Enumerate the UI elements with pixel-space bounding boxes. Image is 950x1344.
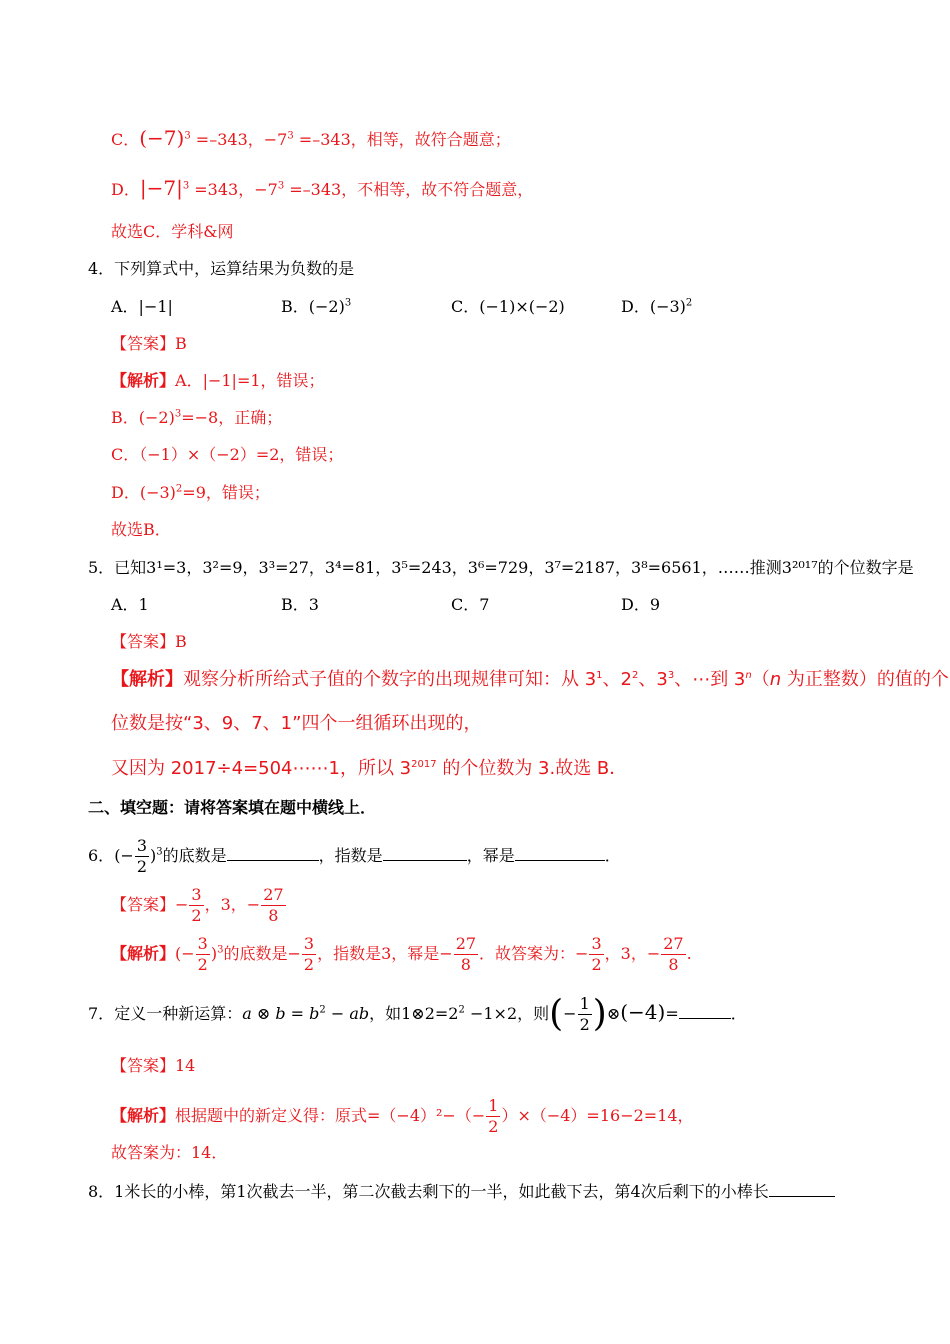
q5-options xyxy=(111,594,791,616)
q4-answer: 【答案】B xyxy=(111,334,187,353)
q6-fraction: $\frac{3}{2}$ xyxy=(136,836,148,876)
q6-answer: 【答案】− $\frac{3}{2}$ ，3，− $\frac{27}{8}$ xyxy=(111,885,284,925)
q6-blank-exponent[interactable] xyxy=(383,844,467,861)
q4-options xyxy=(111,296,791,318)
q6-stem: 6．(− $\frac{3}{2}$ )$^3$的底数是 ，指数是 ，幂是 ． xyxy=(88,836,621,876)
q7-analysis-frac: $\frac{1}{2}$ xyxy=(488,1096,499,1136)
q6-answer-frac2: $\frac{27}{8}$ xyxy=(263,885,284,925)
q4-analysis-c: C．（−1）×（−2）=2，错误； xyxy=(111,445,344,464)
q5-option-a: A．1 xyxy=(111,595,149,614)
q6-analysis-frac3: $\frac{27}{8}$ xyxy=(455,934,477,974)
q5-analysis-line2: 位数是按“3、9、7、1”四个一组循环出现的， xyxy=(111,713,482,734)
q6-analysis-frac5: $\frac{27}{8}$ xyxy=(663,934,684,974)
q4-option-b: B．$(-2)^3$ xyxy=(281,297,352,316)
q5-analysis-line1: 【解析】观察分析所给式子值的个数字的出现规律可知：从 $3^1$、$2^2$、$3^3$、⋯到 3$^n$（n 为正整数）的值的个 xyxy=(111,669,949,690)
q7-blank[interactable] xyxy=(679,1002,731,1019)
q4-analysis-a: 【解析】A．|−1|=1，错误； xyxy=(111,371,325,390)
q4-option-c: C．(−1)×(−2) xyxy=(451,297,565,316)
q8-stem: 8．1米长的小棒，第1次截去一半，第二次截去剩下的一半，如此截下去，第4次后剩下的小棒长 xyxy=(88,1180,835,1203)
q4-choose: 故选B． xyxy=(111,520,171,539)
q4-option-a: A．|−1| xyxy=(111,297,173,316)
q7-analysis: 【解析】根据题中的新定义得：原式=（−4）²−（− $\frac{1}{2}$ ）×（−4）=16−2=14， xyxy=(111,1096,694,1136)
q7-stem: 7．定义一种新运算：a ⊗ $b = b^2$ − ab，如$1\otimes 2=2^2 -1\times 2$，则(− $\frac{1}{2}$ )⊗(−4)= ． xyxy=(88,993,747,1035)
q5-analysis-line3: 又因为 2017÷4=504⋯⋯1，所以 $3^{2017}$ 的个位数为 3.故选 B． xyxy=(111,758,628,779)
q6-analysis-frac1: $\frac{3}{2}$ xyxy=(197,934,208,974)
q3-option-c-analysis: C．$(-7)^3 =-343$，$-7^3 =-343$，相等，故符合题意； xyxy=(111,126,511,150)
q5-answer: 【答案】B xyxy=(111,632,187,651)
q6-analysis-frac2: $\frac{3}{2}$ xyxy=(303,934,315,974)
q5-stem: 5．已知3¹=3，3²=9，3³=27，3⁴=81，3⁵=243，3⁶=729，3⁷=2187，3⁸=6561，……推测3²⁰¹⁷的个位数字是 xyxy=(88,558,914,577)
q7-choose: 故答案为：14． xyxy=(111,1143,228,1162)
q6-analysis: 【解析】(− $\frac{3}{2}$ )$^3$的底数是− $\frac{3}{2}$ ，指数是3，幂是− $\frac{27}{8}$ ．故答案为：− $\frac{3}{2}$ ，3，− $\frac{27}{8}$ . xyxy=(111,934,692,974)
section2-title: 二、填空题：请将答案填在题中横线上． xyxy=(88,798,377,817)
q6-blank-power[interactable] xyxy=(515,844,605,861)
q5-option-b: B．3 xyxy=(281,595,319,614)
q3-choose: 故选C．学科&网 xyxy=(111,222,234,241)
q7-answer: 【答案】14 xyxy=(111,1056,196,1075)
q8-blank[interactable] xyxy=(769,1180,835,1197)
q7-fraction: $\frac{1}{2}$ xyxy=(579,994,590,1034)
q5-option-c: C．7 xyxy=(451,595,490,614)
q4-stem: 4．下列算式中，运算结果为负数的是 xyxy=(88,259,355,278)
q6-blank-base[interactable] xyxy=(227,844,319,861)
q3-option-d-analysis: D．$|-7|^3 =343$，$-7^3 =-343$，不相等，故不符合题意， xyxy=(111,176,534,200)
q4-analysis-d: D．$(-3)^2=9$，错误； xyxy=(111,483,270,502)
q6-analysis-frac4: $\frac{3}{2}$ xyxy=(591,934,602,974)
q5-option-d: D．9 xyxy=(621,595,661,614)
q4-option-d: D．$(-3)^2$ xyxy=(621,297,693,316)
q6-answer-frac1: $\frac{3}{2}$ xyxy=(191,885,202,925)
q4-analysis-b: B．$(-2)^3=-8$，正确； xyxy=(111,408,283,427)
